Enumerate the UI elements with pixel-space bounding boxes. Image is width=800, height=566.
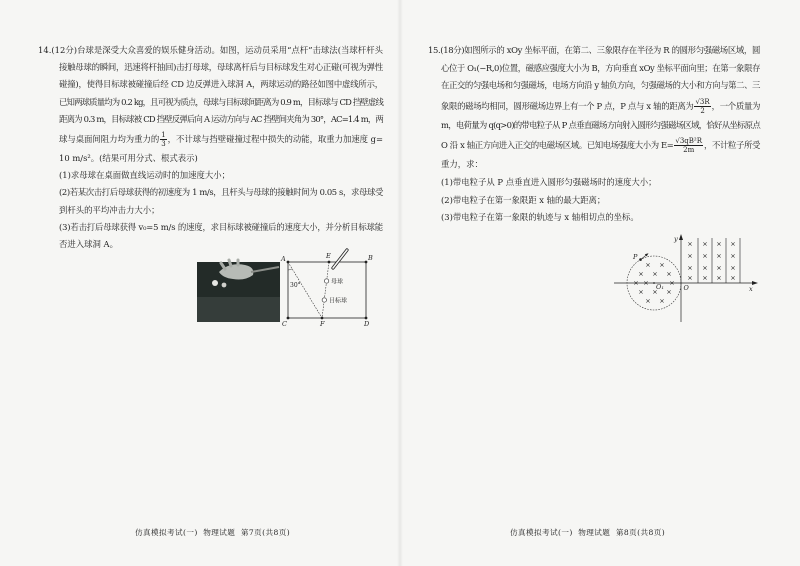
field-mark-x: × <box>730 264 736 272</box>
field-mark-x: × <box>687 240 693 248</box>
text-run: 14.(12分)台球是深受大众喜爱的娱乐健身活动。如图，运动员采用“点杆”击球法(当球杆杆头 <box>38 45 383 55</box>
fraction <box>160 131 166 148</box>
label-d: D <box>364 320 370 328</box>
question-text-line <box>428 42 760 60</box>
line-content <box>441 117 760 135</box>
text-run: 15.(18分)如图所示的 xOy 坐标平面，在第二、三象限存在半径为 R 的圆形匀强磁场区域，圆 <box>428 45 760 55</box>
fraction-numerator: √3qB²R <box>675 137 702 146</box>
point-dot-f <box>321 317 324 320</box>
line-content <box>441 60 760 78</box>
question-14 <box>38 42 383 253</box>
field-mark-x: × <box>687 264 693 272</box>
field-mark-x: × <box>659 297 665 305</box>
cue-ball-marker <box>324 279 328 283</box>
line-content <box>441 174 656 192</box>
question-text-line <box>38 184 383 201</box>
question-text-line <box>38 202 383 219</box>
text-run: (1)求母球在桌面做直线运动时的加速度大小； <box>59 170 230 181</box>
question-text-line <box>428 209 760 227</box>
field-mark-x: × <box>687 252 693 260</box>
question-text-line <box>428 192 760 210</box>
line-content <box>59 150 198 167</box>
question-text-line <box>38 42 383 59</box>
fraction <box>674 137 703 154</box>
question-text-line <box>38 76 383 93</box>
magnetic-field-marks <box>633 240 735 305</box>
origin-label: O <box>683 284 689 292</box>
question-text-line <box>428 95 760 117</box>
field-mark-x: × <box>638 288 644 296</box>
field-mark-x: × <box>659 261 665 269</box>
billiard-table-diagram <box>280 250 373 328</box>
line-content <box>59 236 118 253</box>
label-f: F <box>320 320 325 328</box>
question-15-figure <box>612 232 762 324</box>
line-content <box>59 202 160 219</box>
question-text-line <box>38 111 383 128</box>
x-axis-arrow <box>752 281 758 285</box>
text-run: (2)带电粒子在第一象限距 x 轴的最大距离； <box>441 194 606 205</box>
label-b: B <box>368 254 373 262</box>
field-mark-x: × <box>666 270 672 278</box>
question-text-line <box>38 59 383 76</box>
question-text-line <box>428 134 760 156</box>
y-axis-arrow <box>679 234 683 240</box>
question-text-line <box>38 94 383 111</box>
line-content <box>59 128 383 150</box>
label-e: E <box>326 252 331 260</box>
line-content <box>441 156 483 174</box>
label-c: C <box>282 320 287 328</box>
field-mark-x: × <box>730 252 736 260</box>
field-mark-x: × <box>666 288 672 296</box>
question-14-figure <box>195 245 377 330</box>
text-run: 心位于 O₁(−R,0)位置，磁感应强度大小为 B，方向垂直 xOy 坐标平面向里；在第一象限存 <box>441 62 760 73</box>
question-text-line <box>428 117 760 135</box>
page-footer: 仿真模拟考试(一) 物理试题 第8页(共8页) <box>510 528 666 537</box>
line-content <box>59 184 383 201</box>
text-run: 否进入球洞 A。 <box>59 238 118 249</box>
point-p-label: P <box>633 253 638 261</box>
text-run: 距离为 0.3 m，目标球被 CD 挡壁反弹后向 A 运动方向与 AC 挡壁间夹角为 30°，AC=1.4 m，两 <box>59 113 383 124</box>
field-mark-x: × <box>652 270 658 278</box>
field-mark-x: × <box>687 274 693 282</box>
field-mark-x: × <box>669 279 675 287</box>
question-text-line <box>428 156 760 174</box>
line-content <box>441 134 760 156</box>
table-outline <box>288 262 366 318</box>
text-run: O 沿 x 轴正方向进入正交的电磁场区域。已知电场强度大小为 E= <box>441 140 674 151</box>
angle-arc <box>288 269 292 270</box>
field-mark-x: × <box>716 264 722 272</box>
text-run: 已知两球质量均为 0.2 kg，且可视为质点，母球与目标球间距离为 0.9 m，目标球与 CD 挡壁虚线 <box>59 96 383 107</box>
line-content <box>59 76 383 93</box>
line-content <box>428 42 760 60</box>
field-mark-x: × <box>645 297 651 305</box>
text-run: (3)若击打后母球获得 v₀=5 m/s 的速度，求目标球被碰撞后的速度大小，并分析目标球能 <box>59 221 383 232</box>
line-content <box>59 59 383 76</box>
field-mark-x: × <box>702 240 708 248</box>
line-content <box>441 192 605 210</box>
ball-path-dashed <box>288 262 329 318</box>
line-content <box>38 42 383 59</box>
field-mark-x: × <box>638 270 644 278</box>
line-content <box>441 77 760 95</box>
field-mark-x: × <box>645 261 651 269</box>
fraction-numerator: 1 <box>161 130 166 139</box>
field-mark-x: × <box>730 274 736 282</box>
text-run: ，不计球与挡壁碰撞过程中损失的动能，取重力加速度 g= <box>167 133 383 144</box>
corner-dot-d <box>365 317 368 320</box>
field-mark-x: × <box>730 240 736 248</box>
question-text-line <box>428 174 760 192</box>
angle-label: 30° <box>290 282 301 289</box>
y-axis-label: y <box>674 235 678 243</box>
question-text-line <box>428 60 760 78</box>
target-ball-marker <box>322 298 326 302</box>
text-run: m，电荷量为 q(q>0)的带电粒子从 P 点垂直磁场方向射入圆形匀强磁场区域，恰好从坐标原点 <box>441 119 760 130</box>
text-run: 到杆头的平均冲击力大小； <box>59 204 160 215</box>
cue-ball-label: 母球 <box>331 278 344 286</box>
line-content <box>59 111 383 128</box>
fraction <box>694 98 710 115</box>
line-content <box>441 95 760 117</box>
circle-center-dot <box>653 282 655 284</box>
line-content <box>441 209 639 227</box>
question-text-line <box>38 167 383 184</box>
page-footer: 仿真模拟考试(一) 物理试题 第7页(共8页) <box>135 528 291 537</box>
billiards-photo <box>197 260 280 322</box>
text-run: 接触母球的瞬间，迅速将杆抽回)击打母球，母球离杆后与目标球发生对心正碰(可视为弹性 <box>59 62 383 73</box>
point-dot-e <box>328 261 331 264</box>
field-mark-x: × <box>633 279 639 287</box>
question-text-line <box>428 77 760 95</box>
line-content <box>59 219 383 236</box>
corner-dot-c <box>287 317 290 320</box>
text-run: 象限的磁场均相同，圆形磁场边界上有一个 P 点，P 点与 x 轴的距离为 <box>441 100 694 111</box>
text-run: (2)若某次击打后母球获得的初速度为 1 m/s，且杆头与母球的接触时间为 0.05 s，求母球受 <box>59 187 383 198</box>
target-ball-label: 目标球 <box>329 297 348 305</box>
field-mark-x: × <box>702 274 708 282</box>
text-run: ，一个质量为 <box>711 100 760 111</box>
circle-center-label: O₁ <box>656 283 664 291</box>
field-mark-x: × <box>716 240 722 248</box>
question-15 <box>428 42 760 227</box>
cue-stick <box>333 250 347 268</box>
text-run: 球与桌面间阻力均为重力的 <box>59 133 160 144</box>
fraction-numerator: √3R <box>695 97 710 106</box>
question-text-line <box>38 219 383 236</box>
label-a: A <box>281 255 286 263</box>
text-run: 碰撞)，使得目标球被碰撞后经 CD 边反弹进入球洞 A，两球运动的路径如图中虚线所示， <box>59 79 383 90</box>
text-run: (1)带电粒子从 P 点垂直进入圆形匀强磁场时的速度大小； <box>441 176 657 187</box>
field-mark-x: × <box>702 252 708 260</box>
field-mark-x: × <box>716 274 722 282</box>
question-text-line <box>38 150 383 167</box>
field-mark-x: × <box>716 252 722 260</box>
text-run: 重力，求： <box>441 159 483 170</box>
question-text-line <box>38 128 383 150</box>
fraction-denominator: 3 <box>161 139 166 148</box>
text-run: ，不计粒子所受 <box>704 140 760 151</box>
text-run: 在正交的匀强电场和匀强磁场，电场方向沿 y 轴负方向，匀强磁场的大小和方向与第二、三 <box>441 80 760 91</box>
line-content <box>59 94 383 111</box>
field-mark-x: × <box>643 279 649 287</box>
text-run: 10 m/s²。(结果可用分式、根式表示) <box>59 152 198 163</box>
corner-dot-a <box>287 261 290 264</box>
page-8 <box>400 0 800 566</box>
fraction-denominator: 2m <box>683 146 695 155</box>
fraction-denominator: 2 <box>700 106 705 115</box>
x-axis-label: x <box>749 285 753 293</box>
text-run: (3)带电粒子在第一象限的轨迹与 x 轴相切点的坐标。 <box>441 212 639 223</box>
field-mark-x: × <box>702 264 708 272</box>
field-mark-x: × <box>652 288 658 296</box>
corner-dot-b <box>365 261 368 264</box>
line-content <box>59 167 230 184</box>
